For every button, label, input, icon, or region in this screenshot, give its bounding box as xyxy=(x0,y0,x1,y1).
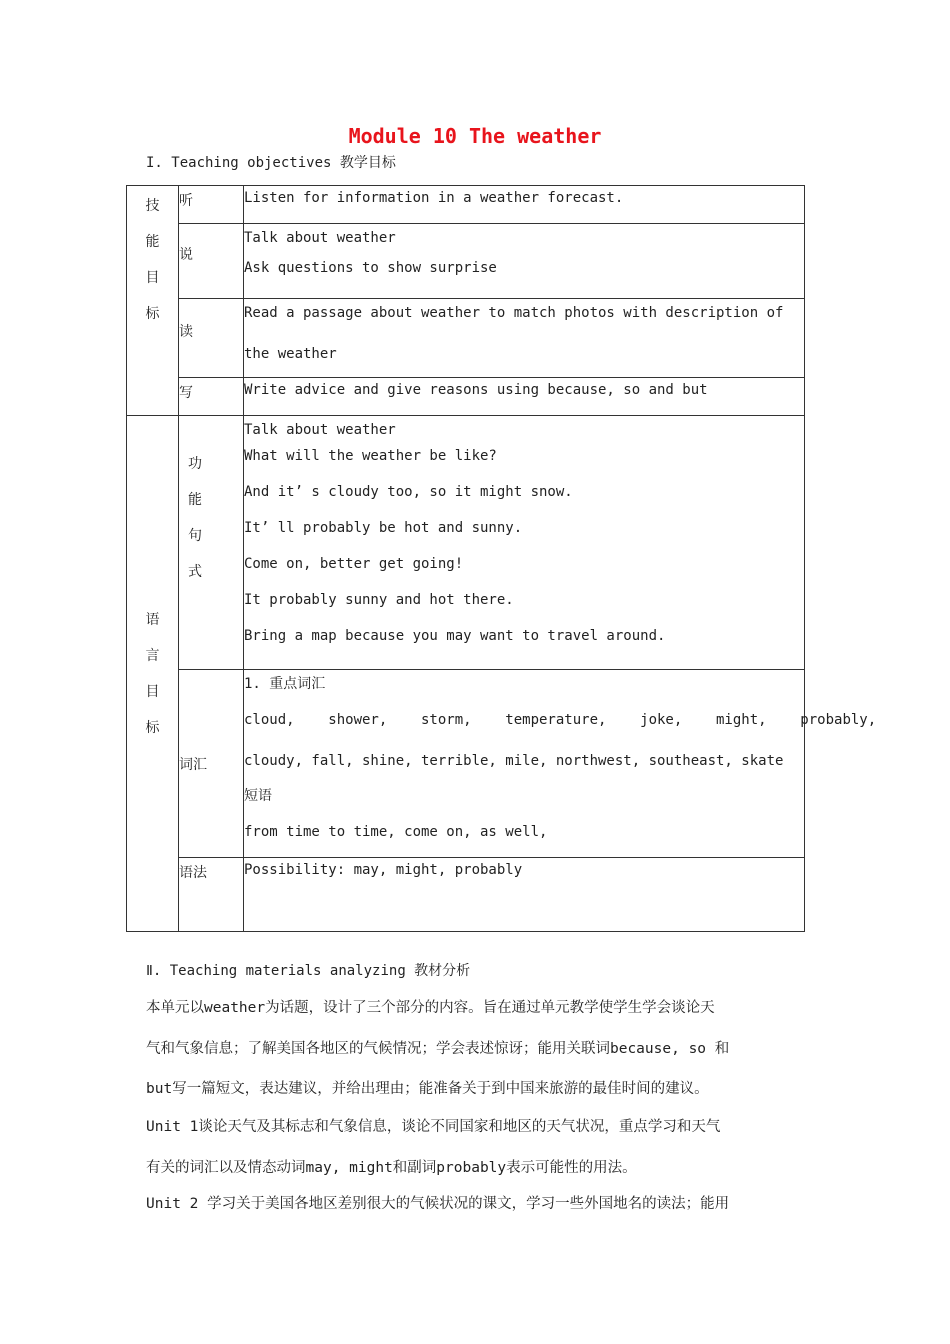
section-heading-objectives: I. Teaching objectives 教学目标 xyxy=(146,155,396,171)
skill-label-reading: 读 xyxy=(179,299,244,378)
paragraph-line: 本单元以weather为话题，设计了三个部分的内容。旨在通过单元教学使学生学会谈论天 xyxy=(146,1000,715,1016)
grammar-label: 语法 xyxy=(179,858,244,932)
grammar-text: Possibility: may, might, probably xyxy=(244,858,805,932)
skills-group-label: 技 能 目 标 xyxy=(127,186,179,416)
paragraph-line: Unit 1谈论天气及其标志和气象信息，谈论不同国家和地区的天气状况，重点学习和天气 xyxy=(146,1119,721,1135)
vocabulary-label: 词汇 xyxy=(179,670,244,858)
paragraph-line: 气和气象信息；了解美国各地区的气候情况；学会表述惊讶；能用关联词because, so 和 xyxy=(146,1041,730,1057)
vocabulary-list: 1. 重点词汇 cloud, shower, storm, temperature, joke, might, probably, cloudy, fall, shine, terrible, mile, northwest, southeast, skate 短语 from time to time, come on, as well, xyxy=(244,670,805,858)
skill-label-listening: 听 xyxy=(179,186,244,224)
page-title: Module 10 The weather xyxy=(348,124,602,148)
language-group-label: 语 言 目 标 xyxy=(127,416,179,932)
section-heading-materials: Ⅱ. Teaching materials analyzing 教材分析 xyxy=(146,963,471,979)
skill-reading-text: Read a passage about weather to match photos with description of the weather xyxy=(244,299,805,378)
skill-speaking-text: Talk about weather Ask questions to show surprise xyxy=(244,224,805,299)
function-sentences-list: Talk about weather What will the weather be like? And it’ s cloudy too, so it might snow. It’ ll probably be hot and sunny. Come on, better get going! It probably sunny and hot there. Bring a map because you may want to travel around. xyxy=(244,416,805,670)
paragraph-line: but写一篇短文，表达建议，并给出理由；能准备关于到中国来旅游的最佳时间的建议。 xyxy=(146,1081,709,1097)
paragraph-line: 有关的词汇以及情态动词may, might和副词probably表示可能性的用法。 xyxy=(146,1160,637,1176)
skill-label-writing: 写 xyxy=(179,378,244,416)
paragraph-line: Unit 2 学习关于美国各地区差别很大的气候状况的课文，学习一些外国地名的读法；能用 xyxy=(146,1196,730,1212)
skill-label-speaking: 说 xyxy=(179,224,244,299)
skill-writing-text: Write advice and give reasons using because, so and but xyxy=(244,378,805,416)
skill-listening-text: Listen for information in a weather forecast. xyxy=(244,186,805,224)
function-sentences-label: 功 能 句 式 xyxy=(179,416,244,670)
objectives-table xyxy=(126,185,877,932)
